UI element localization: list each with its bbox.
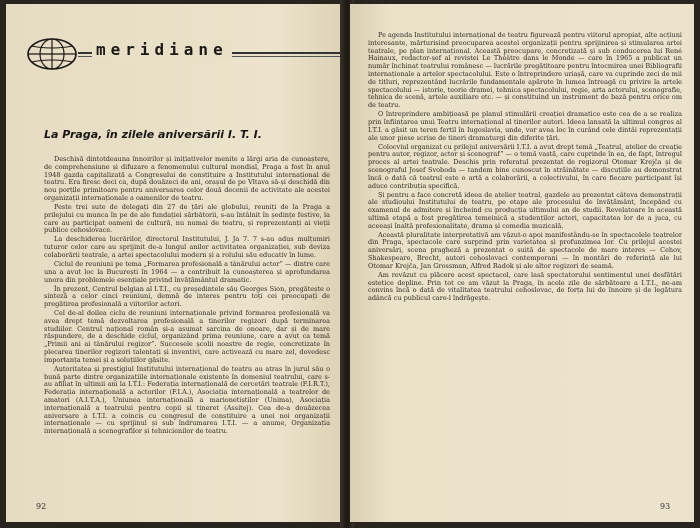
globe-icon — [26, 36, 78, 72]
left-text-column — [44, 156, 330, 492]
section-title: meridiane — [92, 40, 232, 59]
paragraph: Peste trei sute de delegați din 27 de țări ale globului, reuniți de la Praga a prilejului cu munca în pe de ale fundației sărbătorii, s-au întâlnit în ședințe festive, la care au participat oameni de cultură, nu numai de teatru, și reprezentanți ai vieții publice cehoslovace. — [44, 202, 330, 235]
article-title: La Praga, în zilele aniversării I. T. I. — [44, 128, 262, 141]
paragraph: O întreprindere ambițioasă pe planul stimulării creației dramatice este cea de a se realiza prin înființarea unui Teatru internațional al tinerilor autori. Ideea lansată la ultimul congres al I.T.I. a găsit un teren fertil în Iugoslavia, unde, vor avea loc în curând cele dintâi reprezentații ale unor piese scrise de tineri dramaturgi din diferite țări. — [368, 110, 682, 142]
paragraph: Deschisă dintotdeauna înnoirilor și inițiativelor menite a lărgi aria de cunoaștere, de comprehensiune și difuzare a fenomenului cultural mondial, Praga a fost în anul 1948 gazda capitalizată a Congresului de constituire a Institutului internațional de teatru. Era firesc deci ca, după douăzeci de ani, orașul de pe Vltava să-și deschidă din nou porțile primitoare pentru aniversarea celor două decenii de activitate ale acestei organizații internaționale a oamenilor de teatru. — [44, 156, 330, 202]
right-page — [350, 4, 694, 522]
page-number-right: 93 — [660, 502, 671, 511]
section-header — [18, 32, 344, 84]
paragraph: Această pluralitate interpretativă am văzut-o apoi manifestându-se în spectacolele teatrelor din Praga, spectacole care surprind prin varietatea și profunzimea lor. Cu prilejul acestei aniversări, scena pragheză a prezentat o suită de spectacole de mare interes — Cehov, Shakespeare, Brecht, autori cehoslovaci contemporani — în montări de referință ale lui Otomar Krejča, Jan Grossman, Alfred Radok și ale altor regizori de seamă. — [368, 230, 682, 270]
paragraph: La deschiderea lucrărilor, directorul Institutului, J. Ja 7. 7 s-au adus mulțumiri tuturor celor care au sprijinit de-a lungul anilor activitatea organizației, sub deviza colaborării teatrale, a artei spectacolului modern și a rolului său educativ în lume. — [44, 235, 330, 259]
paragraph: Cel de-al doilea ciclu de reuniuni internaționale privind formarea profesională va avea drept temă dezvoltarea profesională a tinerilor regizori după terminarea studiilor. Centrul național român și-a asumat sarcina de onoare, dar și de mare răspundere, de a deschide ciclul, organizând prima reuniune, care a avut ca temă „Primii ani ai tânărului regizor”. Succesele școlii noastre de regie, concretizate în plecarea tinerilor regizori talentați și inventivi, care activează cu mare zel, dovedesc importanța temei și a soluțiilor găsite. — [44, 309, 330, 364]
page-number-left: 92 — [36, 502, 47, 511]
paragraph: Colocviul organizat cu prilejul aniversării I.T.I. a avut drept temă „Teatrul, atelier de creație pentru autor, regizor, actor și scenograf” — o temă vastă, care cuprinde în ea, de fapt, întregul proces al artei teatrale. Deschis prin referatul prezentat de regizorul Otomar Krejča și de scenograful Josef Svoboda — tandem bine cunoscut în străinătate — discuțiile au demonstrat încă o dată că teatrul este o artă a colaborării, a colectivului, în care fiecare participant își aduce contribuția specifică. — [368, 142, 682, 190]
paragraph: În prezent, Centrul belgian al I.T.I., cu președintele său Georges Sion, pregătește o sinteză a celor cinci reuniuni, demnă de interes pentru toți cei preocupați de pregătirea profesională a viitorilor actori. — [44, 284, 330, 309]
paragraph: Ciclul de reuniuni pe tema „Formarea profesională a tânărului actor” — dintre care una a avut loc la București în 1964 — a contribuit la cunoașterea și aprofundarea unora din problemele esențiale privind învățământul dramatic. — [44, 259, 330, 284]
paragraph: Și pentru a face concretă ideea de atelier teatral, gazdele au prezentat câteva demonstrații ale studioului Institutului de teatru, pe etape ale procesului de învățământ, începând cu examenul de admitere și încheind cu producția ultimului an de studii. Revelatoare în această ultimă etapă a fost pregătirea temeinică a studenților actori, capacitatea lor de a juca, cu aceeași înaltă profesionalitate, drama și comedia muzicală. — [368, 190, 682, 230]
right-text-column — [368, 32, 682, 488]
paragraph: Am revăzut cu plăcere acest spectacol, care lasă spectatorului sentimentul unei desfătări estetice depline. Prin tot ce am văzut la Praga, în acele zile de sărbătoare a I.T.I., ne-am convins încă o dată de vitalitatea teatrului cehoslovac, de forța lui de înnoire și de legătura adâncă cu publicul care-l îndrăgește. — [368, 270, 682, 303]
paragraph: Pe agenda Institutului internațional de teatru figurează pentru viitorul apropiat, alte acțiuni interesante, mărturisind preocuparea acestei organizații pentru sprijinirea și stimularea artei teatrale, pe plan internațional. Această preocupare, concretizată și sub conducerea lui René Hainaux, redactor-șef al revistei Le Théâtre dans le Monde — care în 1965 a publicat un număr închinat teatrului românesc — lucrările pregătitoare pentru întocmirea unei Bibliografii internaționale a artelor spectacolului. Este o întreprindere uriașă, care va cuprinde zeci de mii de titluri, reprezentând lucrările fundamentale apărute în lumea întreagă cu privire la artele spectacolului — istorie, teorie dramei, tehnica spectacolului, regie, arta actorului, scenografie, tehnica de scenă, artele auxiliare etc. — și constituind un instrument de bază pentru orice om de teatru. — [368, 32, 682, 110]
left-page — [6, 4, 344, 522]
paragraph: Autoritatea și prestigiul Institutului internațional de teatru au atras în jurul său o bună parte dintre organizațiile internaționale existente în domeniul teatrului, care s-au afiliat în ultimii ani la I.T.I.: Federația internațională de cercetări teatrale (F.I.R.T.), Federația internațională a actorilor (F.I.A.), Asociația internațională a teatrelor de amatori (A.I.T.A.), Uniunea internațională a marionetiștilor (Unima), Asociația internațională a teatrului pentru copii și tineret (Assitej). Cea de-a douăzecea aniversare a I.T.I. a coincis cu congresul de constituire a unei noi organizații internaționale — cu sprijinul și sub îndrumarea I.T.I. — a anume, Organizația internațională a scenografilor și tehnicienilor de teatru. — [44, 364, 330, 436]
